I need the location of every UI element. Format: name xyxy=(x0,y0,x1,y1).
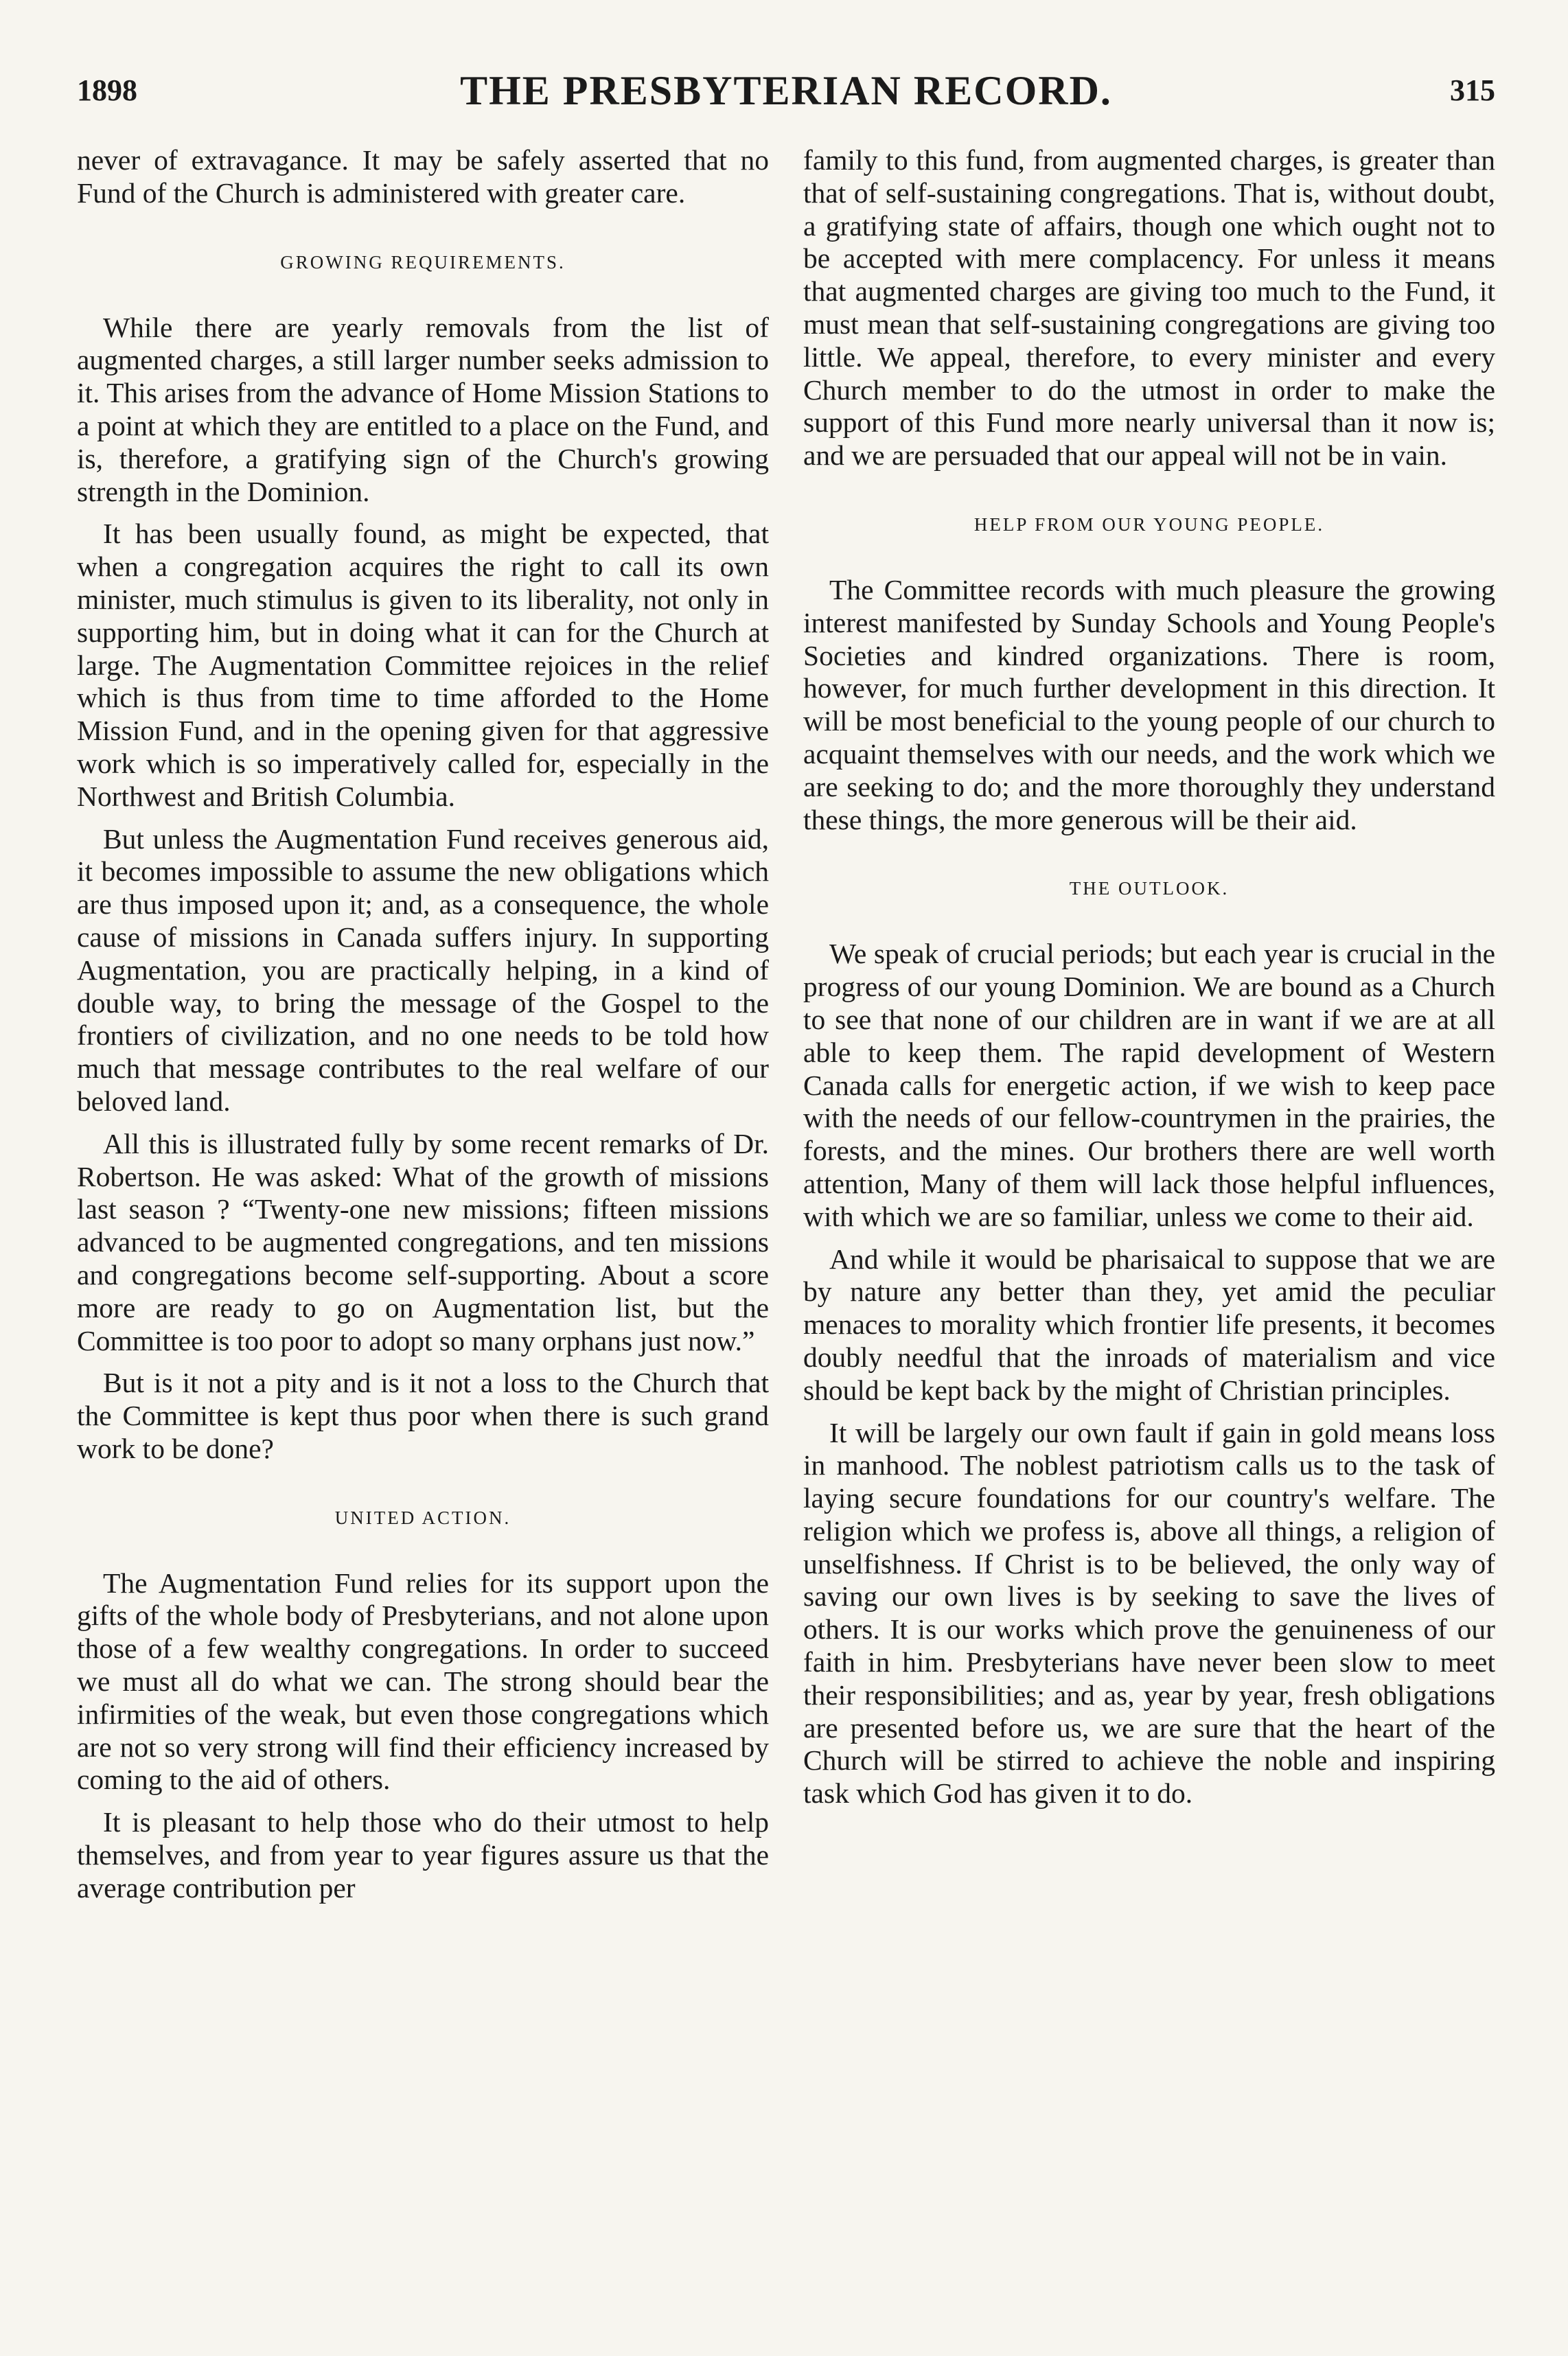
paragraph: But unless the Augmentation Fund receives generous aid, it becomes impossible to assume the new obligations which are thus imposed upon it; and, as a consequence, the whole cause of missions in Canada suffers injury. In supporting Augmentation, you are practically helping, in a kind of double way, to bring the message of the Gospel to the frontiers of civilization, and no one needs to be told how much that message contributes to the real welfare of our beloved land. xyxy=(77,822,769,1117)
paragraph: family to this fund, from augmented charges, is greater than that of self-sustaining congregations. That is, without doubt, a gratifying state of affairs, though one which ought not to be accepted with mere complacency. For unless it means that augmented charges are giving too much to the Fund, it must mean that self-sustaining congregations are giving too little. We appeal, therefore, to every minister and every Church member to do the utmost in order to make the support of this Fund more nearly universal than it now is; and we are persuaded that our appeal will not be in vain. xyxy=(803,144,1495,472)
page-header xyxy=(77,63,1495,118)
paragraph: But is it not a pity and is it not a loss to the Church that the Committee is kept thus poor when there is such grand work to be done? xyxy=(77,1367,769,1464)
section-heading-the-outlook: THE OUTLOOK. xyxy=(1069,878,1230,899)
paragraph: The Committee records with much pleasure the growing interest manifested by Sunday Schools and Young People's Societies and kindred organizations. There is room, however, for much further development in this direction. It will be most beneficial to the young people of our church to acquaint themselves with our needs, and the work which we are seeking to do; and the more thoroughly they understand these things, the more generous will be their aid. xyxy=(803,573,1495,835)
paragraph: It has been usually found, as might be expected, that when a congregation acquires the right to call its own minister, much stimulus is given to its liberality, not only in supporting him, but in doing what it can for the Church at large. The Augmentation Committee rejoices in the relief which is thus from time to time afforded to the Home Mission Fund, and in the opening given for that aggressive work which is so imperatively called for, especially in the Northwest and British Columbia. xyxy=(77,518,769,812)
paragraph: All this is illustrated fully by some recent remarks of Dr. Robertson. He was asked: What of the growth of missions last season ? “Twenty-one new missions; fifteen missions advanced to be augmented congregations, and ten missions and congregations become self-supporting. About a score more are ready to go on Augmentation list, but the Committee is too poor to adopt so many orphans just now.” xyxy=(77,1127,769,1356)
paragraph: It is pleasant to help those who do their utmost to help themselves, and from year to year figures assure us that the average contribution per xyxy=(77,1806,769,1904)
paragraph: While there are yearly removals from the list of augmented charges, a still larger number seeks admission to it. This arises from the advance of Home Mission Stations to a point at which they are entitled to a place on the Fund, and is, therefore, a gratifying sign of the Church's growing strength in the Dominion. xyxy=(77,311,769,507)
section-heading-united-action: UNITED ACTION. xyxy=(334,1507,511,1528)
paragraph: And while it would be pharisaical to suppose that we are by nature any better than they, yet amid the peculiar menaces to morality which frontier life presents, it becomes doubly needful that the inroads of materialism and vice should be kept back by the might of Christian principles. xyxy=(803,1243,1495,1406)
paragraph: The Augmentation Fund relies for its support upon the gifts of the whole body of Presbyterians, and not alone upon those of a few wealthy congregations. In order to succeed we must all do what we can. The strong should bear the infirmities of the weak, but even those congregations which are not so very strong will find their efficiency increased by coming to the aid of others. xyxy=(77,1567,769,1796)
paragraph: We speak of crucial periods; but each year is crucial in the progress of our young Dominion. We are bound as a Church to see that none of our children are in want if we are at all able to keep them. The rapid development of Western Canada calls for energetic action, if we wish to keep pace with the needs of our fellow-countrymen in the prairies, the forests, and the mines. Our brothers there are well worth attention, Many of them will lack those helpful influences, with which we are so familiar, unless we come to their aid. xyxy=(803,938,1495,1232)
paragraph: It will be largely our own fault if gain in gold means loss in manhood. The noblest patriotism calls us to the task of laying secure foundations for our country's welfare. The religion which we profess is, above all things, a religion of unselfishness. If Christ is to be believed, the only way of saving our own lives is by seeking to save the lives of others. It is our works which prove the genuineness of our faith in him. Presbyterians have never been slow to meet their responsibilities; and as, year by year, fresh obligations are presented before us, we are sure that the heart of the Church will be stirred to achieve the noble and inspiring task which God has given it to do. xyxy=(803,1416,1495,1810)
page-year: 1898 xyxy=(77,73,137,107)
page-number: 315 xyxy=(1450,73,1495,107)
paragraph: never of extravagance. It may be safely asserted that no Fund of the Church is administered with greater care. xyxy=(77,144,769,209)
right-column xyxy=(803,144,1495,1820)
section-heading-help-from-young-people: HELP FROM OUR YOUNG PEOPLE. xyxy=(973,513,1325,535)
publication-title: THE PRESBYTERIAN RECORD. xyxy=(460,68,1112,113)
left-column xyxy=(77,144,769,1915)
section-heading-growing-requirements: GROWING REQUIREMENTS. xyxy=(280,251,566,273)
